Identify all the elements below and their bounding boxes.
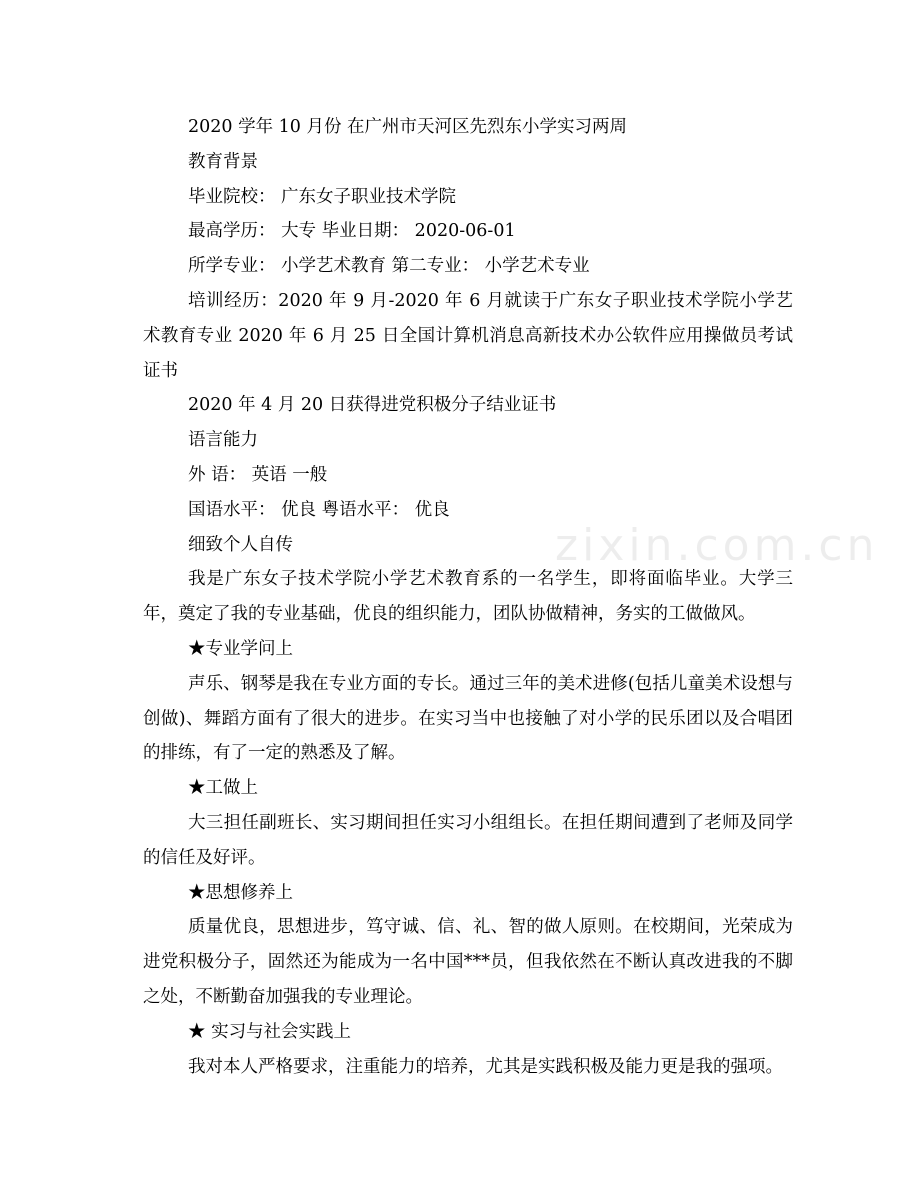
practice-heading: ★ 实习与社会实践上 [188,1021,352,1042]
watermark: zixin.com.cn [555,520,879,571]
document-body [143,110,793,1084]
degree-line: 最高学历： 大专 毕业日期： 2020-06-01 [188,221,516,242]
training-paragraph: 培训经历：2020 年 9 月-2020 年 6 月就读于广东女子职业技术学院小学艺术教育专业 2020 年 6 月 25 日全国计算机消息高新技术办公软件应用操做员考试证书 [143,290,793,381]
moral-paragraph: 质量优良，思想进步，笃守诚、信、礼、智的做人原则。在校期间，光荣成为进党积极分子，固然还为能成为一名中国***员，但我依然在不断认真改进我的不脚之处，不断勤奋加强我的专业理论。 [143,917,793,1007]
professional-paragraph: 声乐、钢琴是我在专业方面的专长。通过三年的美术进修(包括儿童美术设想与创做)、舞蹈方面有了很大的进步。在实习当中也接触了对小学的民乐团以及合唱团的排练，有了一定的熟悉及了解。 [143,673,793,764]
major-line: 所学专业： 小学艺术教育 第二专业： 小学艺术专业 [188,256,590,277]
language-heading: 语言能力 [188,430,258,451]
professional-heading: ★专业学问上 [188,638,293,659]
foreign-language-line: 外 语： 英语 一般 [188,464,328,485]
dialect-line: 国语水平： 优良 粤语水平： 优良 [188,499,450,520]
work-paragraph: 大三担任副班长、实习期间担任实习小组组长。在担任期间遭到了老师及同学的信任及好评。 [143,812,793,868]
party-cert-line: 2020 年 4 月 20 日获得进党积极分子结业证书 [188,395,557,416]
intro-paragraph: 我是广东女子技术学院小学艺术教育系的一名学生，即将面临毕业。大学三年，奠定了我的专业基础，优良的组织能力，团队协做精神，务实的工做做风。 [143,569,793,625]
school-line: 毕业院校： 广东女子职业技术学院 [188,186,457,207]
work-heading: ★工做上 [188,778,258,799]
internship-line: 2020 学年 10 月份 在广州市天河区先烈东小学实习两周 [188,117,628,137]
moral-heading: ★思想修养上 [188,882,293,903]
bio-heading: 细致个人自传 [188,534,293,555]
education-heading: 教育背景 [188,151,258,172]
practice-paragraph: 我对本人严格要求，注重能力的培养，尤其是实践积极及能力更是我的强项。 [188,1056,783,1077]
